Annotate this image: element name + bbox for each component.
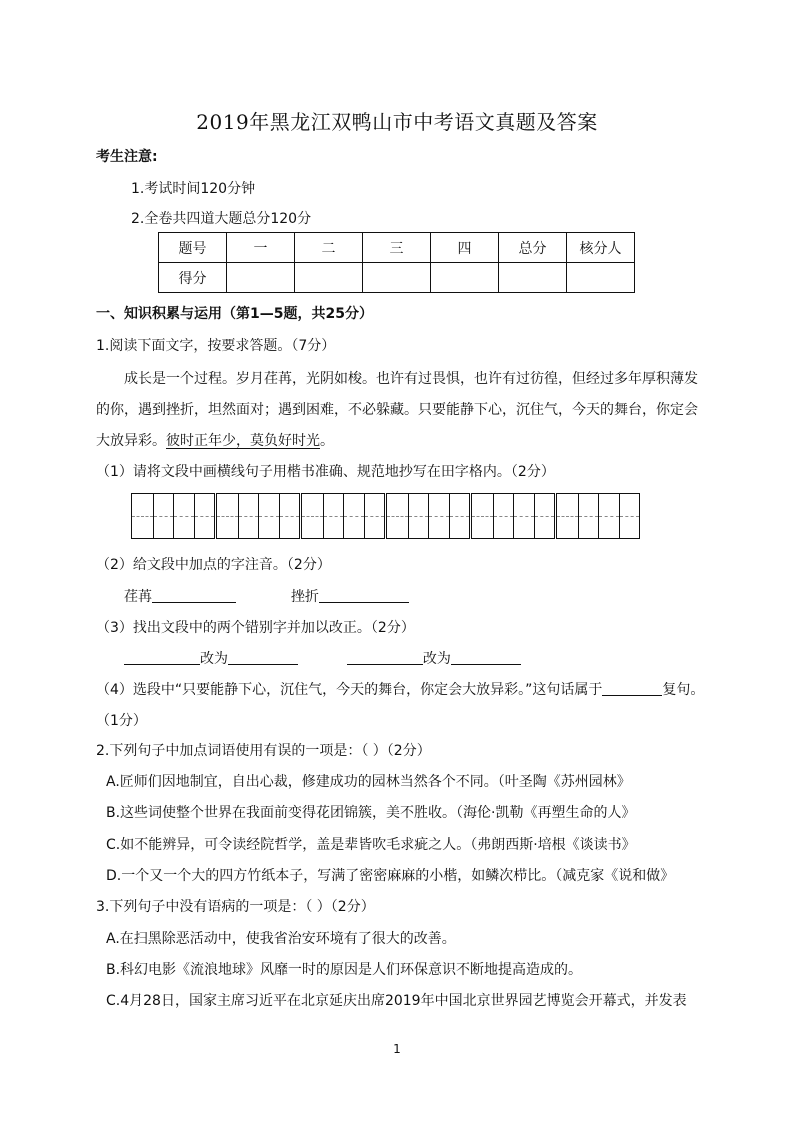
tianzi-cell[interactable] [493,494,514,538]
score-cell[interactable] [567,263,635,293]
tianzi-group [386,493,470,539]
q2-option-d: D.一个又一个大的四方竹纸本子，写满了密密麻麻的小楷，如鳞次栉比。（减克家《说和做》 [106,868,675,884]
page-title: 2019年黑龙江双鸭山市中考语文真题及答案 [196,110,598,134]
score-table [158,232,635,293]
q1-sub3: （3）找出文段中的两个错别字并加以改正。（2分） [96,620,415,636]
tianzi-cell[interactable] [238,494,259,538]
notice-heading: 考生注意: [96,149,158,165]
pinyin-blank-b[interactable] [319,588,409,603]
q1-sub2: （2）给文段中加点的字注音。（2分） [96,557,331,573]
tianzi-group [131,493,215,539]
score-table-score-row [159,263,635,293]
q3-option-b: B.科幻电影《流浪地球》风靡一时的原因是人们环保意识不断地提高造成的。 [106,962,583,978]
q1-sub4-score: （1分） [96,713,147,729]
wrong-char-blank-2[interactable] [347,650,423,665]
correct-char-blank-1[interactable] [228,650,298,665]
q1-passage-line-1: 成长是一个过程。岁月荏苒，光阴如梭。也许有过畏惧，也许有过彷徨，但经过多年厚积薄发 [124,371,698,387]
score-cell[interactable] [295,263,363,293]
tianzi-cell[interactable] [387,494,408,538]
q1-sub4 [96,679,704,699]
score-header-cell: 一 [227,233,295,263]
tianzi-cell[interactable] [557,494,578,538]
tianzi-group [471,493,555,539]
tianzi-cell[interactable] [534,494,555,538]
tianzi-cell[interactable] [598,494,619,538]
score-header-cell: 四 [431,233,499,263]
q1-underlined-sentence: 彼时正年少，莫负好时光 [166,433,320,449]
tianzi-cell[interactable] [217,494,238,538]
q1-passage-line-3 [96,430,334,450]
tianzi-cell[interactable] [364,494,385,538]
page-number: 1 [393,1042,401,1056]
tianzi-cell[interactable] [408,494,429,538]
tianzi-cell[interactable] [428,494,449,538]
score-cell[interactable] [431,263,499,293]
tianzi-cell[interactable] [194,494,215,538]
score-header-cell: 三 [363,233,431,263]
tianzi-cell[interactable] [153,494,174,538]
pinyin-blank-a[interactable] [152,588,236,603]
tianzi-cell[interactable] [343,494,364,538]
score-cell[interactable] [499,263,567,293]
tianzi-cell[interactable] [302,494,323,538]
tianzi-group [216,493,300,539]
q1-sub3-change-label-2: 改为 [422,651,451,667]
q1-sub3-answer-row [124,648,521,668]
q3-option-c: C.4月28日，国家主席习近平在北京延庆出席2019年中国北京世界园艺博览会开幕式，并发表 [106,993,687,1009]
tianzi-group [556,493,640,539]
score-cell[interactable] [227,263,295,293]
q1-sub3-change-label-1: 改为 [200,651,228,667]
tianzi-cell[interactable] [258,494,279,538]
q1-passage-line-2: 的你，遇到挫折，坦然面对；遇到困难，不必躲藏。只要能静下心，沉住气，今天的舞台，你定会 [96,402,698,418]
score-header-cell: 核分人 [567,233,635,263]
tianzi-cell[interactable] [279,494,300,538]
wrong-char-blank-1[interactable] [124,650,200,665]
tianzi-group [301,493,385,539]
q1-sub2-word-a: 荏苒 [124,589,152,605]
q1-passage-line-3-end: 。 [320,433,334,449]
tianzi-cell[interactable] [472,494,493,538]
sentence-type-blank[interactable] [602,681,662,696]
q2-stem: 2.下列句子中加点词语使用有误的一项是：（ ）（2分） [96,743,431,759]
q1-sub2-answer-row [124,586,409,606]
tianzi-cell[interactable] [323,494,344,538]
tianzi-cell[interactable] [449,494,470,538]
tianzi-cell[interactable] [173,494,194,538]
tianzi-cell[interactable] [132,494,153,538]
tianzi-cell[interactable] [513,494,534,538]
q1-sub4-text: （4）选段中“只要能静下心，沉住气，今天的舞台，你定会大放异彩。”这句话属于 [96,682,603,698]
q2-option-c: C.如不能辨异，可令读经院哲学，盖是辈皆吹毛求疵之人。（弗朗西斯·培根《谈读书》 [106,837,636,853]
correct-char-blank-2[interactable] [451,650,521,665]
q1-passage-line-3-start: 大放异彩。 [96,433,166,449]
section1-heading: 一、知识积累与运用（第1—5题，共25分） [96,306,373,322]
q3-stem: 3.下列句子中没有语病的一项是：（ ）（2分） [96,899,375,915]
notice-item-1: 1.考试时间120分钟 [131,181,256,197]
q3-option-a: A.在扫黑除恶活动中，使我省治安环境有了很大的改善。 [106,931,456,947]
score-header-cell: 总分 [499,233,567,263]
q1-sub4-end: 复句。 [662,682,705,698]
q2-option-b: B.这些词使整个世界在我面前变得花团锦簇，美不胜收。（海伦·凯勒《再塑生命的人》 [106,805,636,821]
tianzi-cell[interactable] [619,494,640,538]
q2-option-a: A.匠师们因地制宜，自出心裁，修建成功的园林当然各个不同。（叶圣陶《苏州园林》 [106,774,631,790]
q1-sub2-word-b: 挫折 [290,589,319,605]
notice-item-2: 2.全卷共四道大题总分120分 [131,211,312,227]
tianzi-cell[interactable] [578,494,599,538]
score-table-header-row [159,233,635,263]
q1-stem: 1.阅读下面文字，按要求答题。（7分） [96,338,336,354]
score-row-label: 得分 [159,263,227,293]
q1-sub1: （1）请将文段中画横线句子用楷书准确、规范地抄写在田字格内。（2分） [96,464,555,480]
score-header-cell: 题号 [159,233,227,263]
score-header-cell: 二 [295,233,363,263]
score-cell[interactable] [363,263,431,293]
tianzi-grid[interactable] [131,493,640,539]
